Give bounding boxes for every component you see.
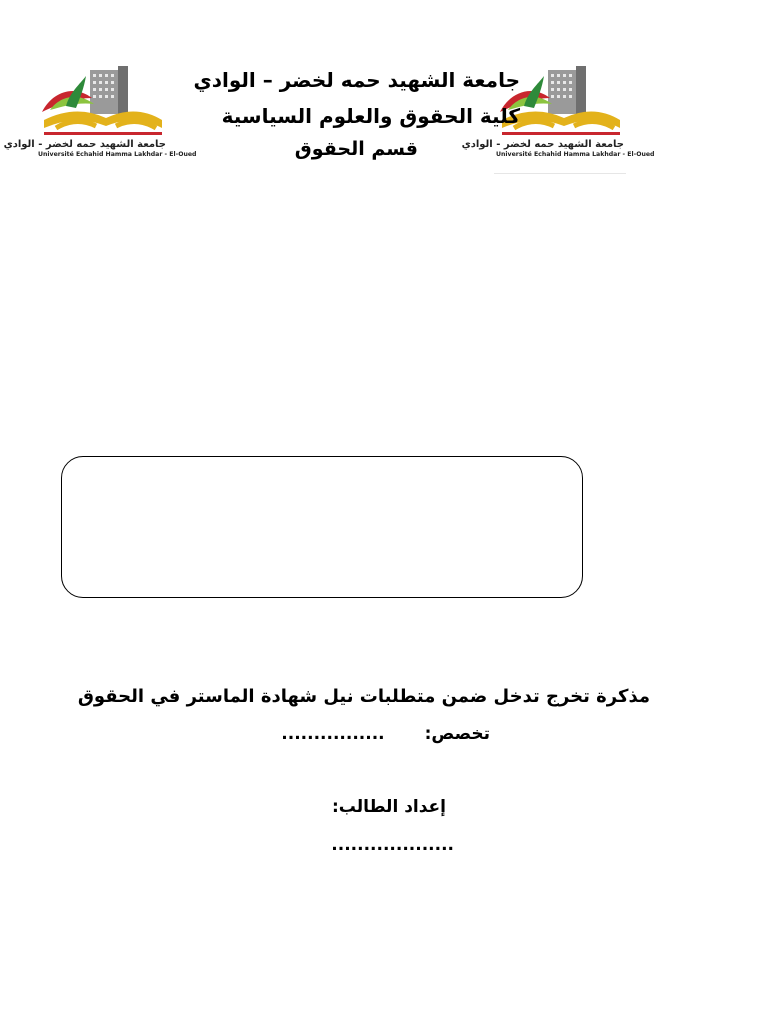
building-icon	[548, 66, 586, 114]
faculty-name: كلية الحقوق والعلوم السياسية	[221, 104, 520, 128]
thesis-title-text	[62, 457, 582, 597]
university-emblem-icon	[36, 62, 168, 142]
specialization-line	[281, 724, 490, 744]
logo-latin-caption: Université Echahid Hamma Lakhdar - El-Oued	[496, 151, 655, 158]
memo-description: مذكرة تخرج تدخل ضمن متطلبات نيل شهادة الماستر في الحقوق	[77, 686, 650, 707]
logo-arabic-caption: جامعة الشهيد حمه لخضر - الوادي	[3, 139, 166, 150]
logo-latin-caption: Université Echahid Hamma Lakhdar - El-Oued	[38, 151, 197, 158]
building-icon	[90, 66, 128, 114]
university-logo-left	[3, 62, 197, 162]
university-name: جامعة الشهيد حمه لخضر – الوادي	[193, 68, 520, 92]
thesis-title-box	[61, 456, 583, 598]
student-name-placeholder: ...................	[331, 835, 454, 855]
logo-arabic-caption: جامعة الشهيد حمه لخضر - الوادي	[461, 139, 624, 150]
department-name: قسم الحقوق	[294, 138, 418, 160]
prepared-by-label: إعداد الطالب:	[331, 797, 446, 817]
specialization-label: تخصص:	[424, 724, 490, 744]
specialization-value: ................	[281, 724, 385, 744]
